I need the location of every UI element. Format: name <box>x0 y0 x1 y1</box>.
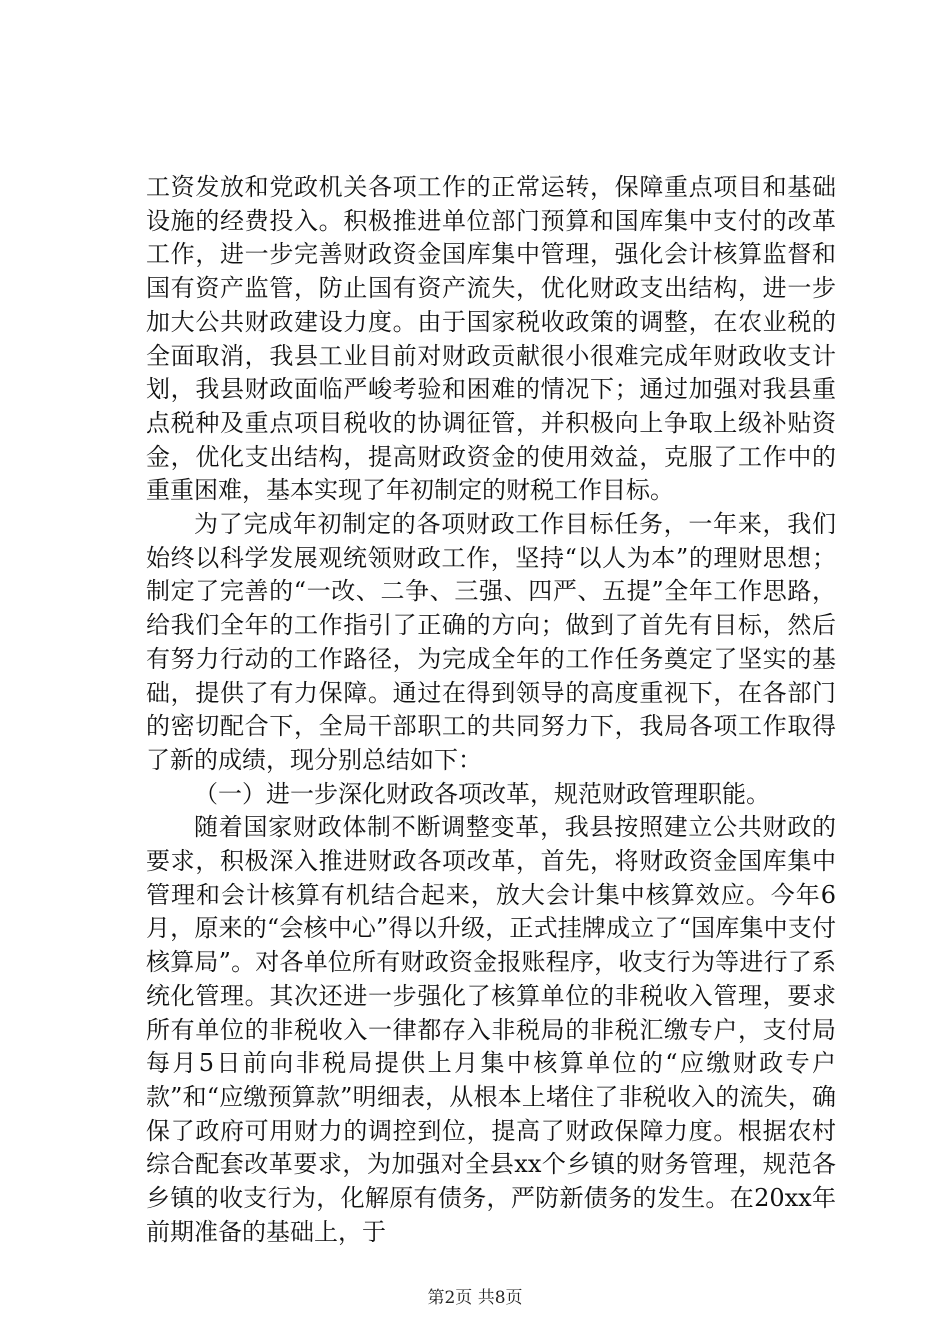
body-text <box>146 171 836 1250</box>
paragraph-continuation: 工资发放和党政机关各项工作的正常运转，保障重点项目和基础设施的经费投入。积极推进单位部门预算和国库集中支付的改革工作，进一步完善财政资金国库集中管理，强化会计核算监督和国有资产监管，防止国有资产流失，优化财政支出结构，进一步加大公共财政建设力度。由于国家税收政策的调整，在农业税的全面取消，我县工业目前对财政贡献很小很难完成年财政收支计划，我县财政面临严峻考验和困难的情况下；通过加强对我县重点税种及重点项目税收的协调征管，并积极向上争取上级补贴资金，优化支出结构，提高财政资金的使用效益，克服了工作中的重重困难，基本实现了年初制定的财税工作目标。 <box>146 173 836 505</box>
paragraph-reform: 随着国家财政体制不断调整变革，我县按照建立公共财政的要求，积极深入推进财政各项改革，首先，将财政资金国库集中管理和会计核算有机结合起来，放大会计集中核算效应。今年6月，原来的“会核中心”得以升级，正式挂牌成立了“国库集中支付核算局”。对各单位所有财政资金报账程序，收支行为等进行了系统化管理。其次还进一步强化了核算单位的非税收入管理，要求所有单位的非税收入一律都存入非税局的非税汇缴专户，支付局每月5日前向非税局提供上月集中核算单位的“应缴财政专户款”和“应缴预算款”明细表，从根本上堵住了非税收入的流失，确保了政府可用财力的调控到位，提高了财政保障力度。根据农村综合配套改革要求，为加强对全县xx个乡镇的财务管理，规范各乡镇的收支行为，化解原有债务，严防新债务的发生。在20xx年前期准备的基础上，于 <box>146 813 836 1246</box>
paragraph-work-goals: 为了完成年初制定的各项财政工作目标任务，一年来，我们始终以科学发展观统领财政工作，坚持“以人为本”的理财思想；制定了完善的“一改、二争、三强、四严、五提”全年工作思路，给我们全年的工作指引了正确的方向；做到了首先有目标，然后有努力行动的工作路径，为完成全年的工作任务奠定了坚实的基础，提供了有力保障。通过在得到领导的高度重视下，在各部门的密切配合下，全局干部职工的共同努力下，我局各项工作取得了新的成绩，现分别总结如下： <box>146 510 836 774</box>
page-footer: 第2页 共8页 <box>427 1288 523 1308</box>
section-heading-1: （一）进一步深化财政各项改革，规范财政管理职能。 <box>194 779 770 808</box>
